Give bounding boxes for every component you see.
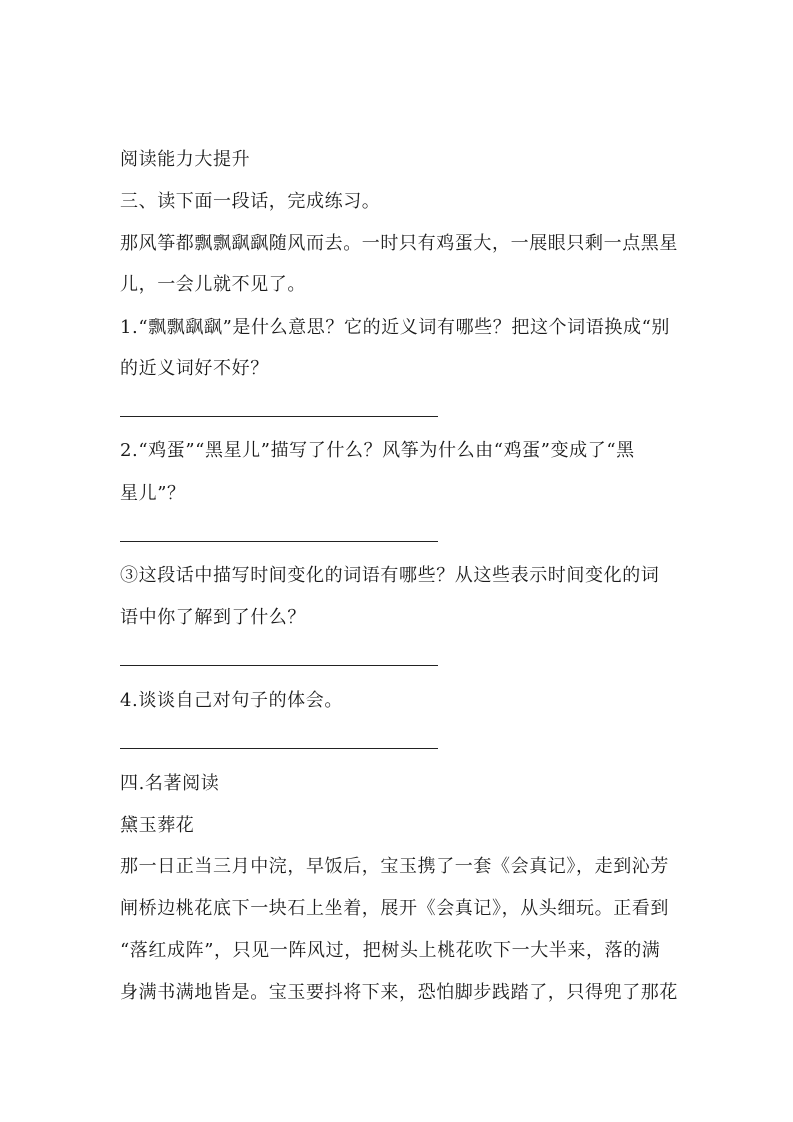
question-1-line-1: 1.“飘飘飖飖”是什么意思？它的近义词有哪些？把这个词语换成“别	[120, 317, 670, 338]
question-4-line-1: 4.谈谈自己对句子的体会。	[120, 690, 343, 711]
question-4-answer-line[interactable]	[120, 748, 438, 749]
question-1-answer-line[interactable]	[120, 416, 438, 417]
question-3-line-1: ③这段话中描写时间变化的词语有哪些？从这些表示时间变化的词	[120, 565, 660, 586]
question-3-line-2: 语中你了解到了什么？	[120, 607, 306, 628]
story-title: 黛玉葬花	[120, 815, 195, 836]
part3-passage-line-2: 儿，一会儿就不见了。	[120, 274, 306, 295]
part4-passage-line-2: 闸桥边桃花底下一块石上坐着，展开《会真记》，从头细玩。正看到	[120, 898, 669, 919]
question-2-line-2: 星儿”？	[120, 483, 186, 504]
part4-heading: 四.名著阅读	[120, 773, 220, 794]
part4-passage-line-4: 身满书满地皆是。宝玉要抖将下来，恐怕脚步践踏了，只得兜了那花	[120, 982, 678, 1003]
question-2-answer-line[interactable]	[120, 541, 438, 542]
question-2-line-1: 2.“鸡蛋”“黑星儿”描写了什么？风筝为什么由“鸡蛋”变成了“黑	[120, 440, 635, 461]
part3-passage-line-1: 那风筝都飘飘飖飖随风而去。一时只有鸡蛋大，一展眼只剩一点黑星	[120, 233, 678, 254]
part3-heading: 三、读下面一段话，完成练习。	[120, 191, 381, 212]
part4-passage-line-3: “落红成阵”，只见一阵风过，把树头上桃花吹下一大半来，落的满	[120, 940, 661, 961]
part4-passage-line-1: 那一日正当三月中浣，早饭后，宝玉携了一套《会真记》，走到沁芳	[120, 856, 669, 877]
section-title: 阅读能力大提升	[120, 149, 251, 170]
question-3-answer-line[interactable]	[120, 665, 438, 666]
question-1-line-2: 的近义词好不好？	[120, 358, 269, 379]
